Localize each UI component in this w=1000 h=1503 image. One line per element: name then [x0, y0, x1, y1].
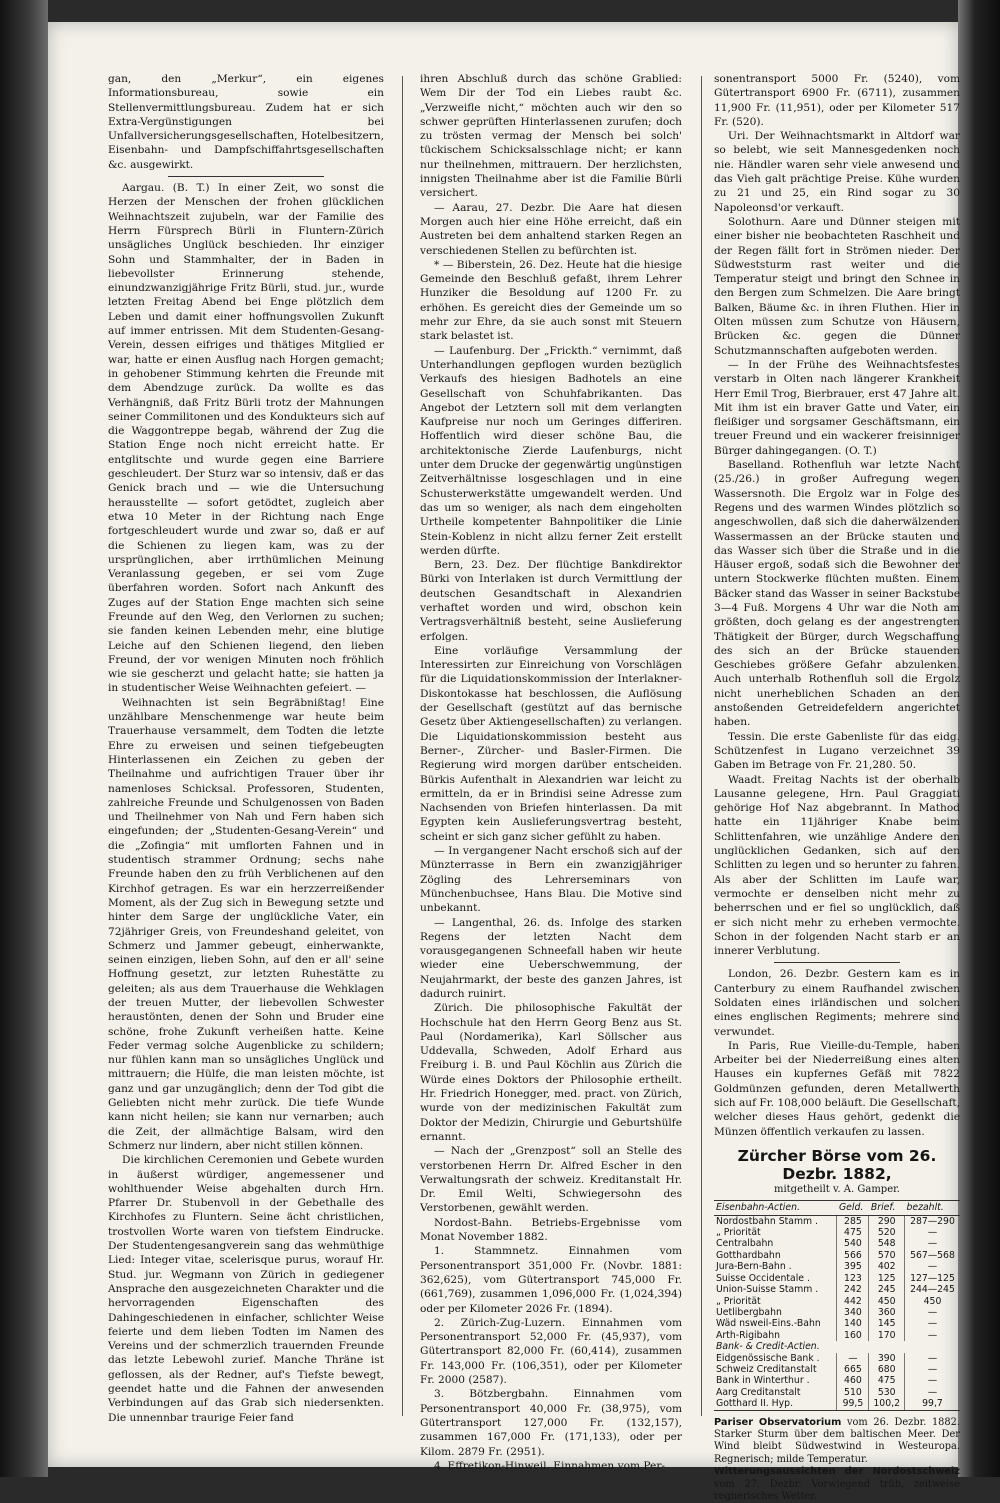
- security-name: Centralbahn: [716, 1238, 774, 1250]
- price-cell: —: [904, 1227, 960, 1238]
- column-1: [108, 72, 384, 1452]
- price-cell: —: [904, 1353, 960, 1364]
- table-row: [714, 1227, 960, 1238]
- article-paragraph: — In der Frühe des Weihnachtsfestes verstarb in Olten nach längerer Krankheit Herr Emil Trog, Bierbrauer, erst 47 Jahre alt. Mit ihm ist ein braver Gatte und Vater, ein fleißiger und sorgsamer Geschäftsmann, ein treuer Freund und ein wackerer freisinniger Bürger dahingegangen. (O. T.): [714, 358, 960, 457]
- price-cell: 450: [904, 1296, 960, 1307]
- scan-border-left: [0, 0, 48, 1477]
- price-cell: 140: [837, 1318, 869, 1329]
- price-cell: 160: [837, 1330, 869, 1341]
- security-name: Gotthard II. Hyp.: [714, 1398, 837, 1410]
- price-cell: —: [904, 1238, 960, 1249]
- table-row: [714, 1250, 960, 1261]
- price-cell: 285: [837, 1215, 869, 1227]
- forecast-text: vom 27. Dezbr. Vorwiegend trüb, zeitweise regnerisches Wetter.: [714, 1478, 960, 1503]
- article-paragraph: In Paris, Rue Vieille-du-Temple, haben Arbeiter bei der Niederreißung eines alten Hauses ein kupfernes Gefäß mit 7822 Goldmünzen gefunden, deren Metallwerth sich auf Fr. 108,000 beläuft. Die Gesellschaft, welcher dieses Haus gehört, gedenkt die Münzen öffentlich verkaufen zu lassen.: [714, 1039, 960, 1138]
- table-header: Geld.: [837, 1201, 869, 1215]
- price-cell: 245: [869, 1284, 905, 1295]
- article-paragraph: — Langenthal, 26. ds. Infolge des starken Regens der letzten Nacht dem vorausgegangenen Schneefall haben wir heute wieder eine Ueberschwemmung, der Neujahrmarkt, der beste des ganzen Jahres, ist dadurch ruinirt.: [420, 916, 682, 1000]
- price-cell: 510: [837, 1387, 869, 1398]
- boerse-title: Zürcher Börse vom 26. Dezbr. 1882,: [737, 1146, 937, 1183]
- price-cell: 680: [869, 1364, 905, 1375]
- article-paragraph: Tessin. Die erste Gabenliste für das eidg. Schützenfest in Lugano verzeichnet 39 Gaben im Betrage von Fr. 21,280. 50.: [714, 730, 960, 772]
- boerse-subtitle: mitgetheilt v. A. Gamper.: [773, 1183, 900, 1195]
- article-paragraph: — Laufenburg. Der „Frickth.“ vernimmt, daß Unterhandlungen gepflogen wurden bezüglich Verkaufs des hiesigen Badhotels an eine Gesellschaft von Schuhfabrikanten. Das Angebot der Letztern soll mit dem verlangten Kaufpreise nur noch um Geringes differiren. Hoffentlich wird dieser schöne Bau, die architektonische Zierde Laufenburgs, nicht unter dem Drucke der gegenwärtig ungünstigen Zeitverhältnisse losgeschlagen und in eine Schusterwerkstätte umgewandelt werden. Und das um so weniger, als nach dem eingeholten Urtheile kompetenter Bahnpolitiker die Linie Stein-Koblenz in nicht allzu ferner Zeit erstellt werden dürfte.: [420, 344, 682, 557]
- security-name: Aarg Creditanstalt: [716, 1386, 801, 1398]
- price-cell: 100,2: [869, 1398, 905, 1410]
- security-name: Arth-Rigibahn: [716, 1329, 780, 1341]
- article-paragraph: Solothurn. Aare und Dünner steigen mit einer bisher nie beobachteten Raschheit und der Regen fällt fort in Strömen nieder. Der Südweststurm rast weiter und die Temperatur steigt und bringt den Schnee in den Bergen zum Schmelzen. Die Aare bringt Balken, Bäume &c. in ihren Fluthen. Hier in Olten müssen zum Schutze von Häusern, Brücken &c. gegen die Dünner Schutzmannschaften aufgeboten werden.: [714, 215, 960, 357]
- price-cell: 395: [837, 1261, 869, 1272]
- weather-text: vom 26. Dezbr. 1882. Starker Sturm über dem baltischen Meer. Der Wind bleibt Südwestwind in Westeuropa. Regnerisch; milde Temperatur.: [714, 1416, 960, 1465]
- article-paragraph: 4. Effretikon-Hinweil. Einnahmen vom Per-: [434, 1459, 665, 1472]
- table-row: [714, 1261, 960, 1272]
- article-paragraph: gan, den „Merkur“, ein eigenes Informationsbureau, sowie ein Stellenvermittlungsbureau. Zudem hat er sich Extra-Vergünstigungen bei Unfallversicherungsgesellschaften, Hotelbesitzern, Eisenbahn- und Dampfschiffahrtsgesellschaften &c. ausgewirkt.: [108, 73, 384, 171]
- article-paragraph: London, 26. Dezbr. Gestern kam es in Canterbury zu einem Raufhandel zwischen Soldaten eines irländischen und solchen eines englischen Regiments; mehrere sind verwundet.: [714, 968, 960, 1038]
- table-section: Bank- & Credit-Actien.: [716, 1341, 820, 1353]
- security-name: Gotthardbahn: [716, 1249, 781, 1261]
- price-cell: 244—245: [904, 1284, 960, 1295]
- price-cell: 540: [837, 1238, 869, 1249]
- price-cell: 125: [869, 1273, 905, 1284]
- column-3: [714, 72, 960, 1503]
- security-name: Schweiz Creditanstalt: [716, 1363, 817, 1375]
- security-name: Nordostbahn Stamm .: [716, 1215, 818, 1227]
- divider: [774, 962, 900, 963]
- price-cell: 402: [869, 1261, 905, 1272]
- price-cell: 242: [837, 1284, 869, 1295]
- table-row: [714, 1307, 960, 1318]
- table-row: [714, 1238, 960, 1249]
- table-row: [714, 1318, 960, 1329]
- table-row: [714, 1398, 960, 1410]
- security-name: Uetlibergbahn: [716, 1306, 782, 1318]
- price-cell: 99,7: [904, 1398, 960, 1410]
- article-paragraph: Nordost-Bahn. Betriebs-Ergebnisse vom Monat November 1882.: [420, 1216, 682, 1244]
- price-cell: 548: [869, 1238, 905, 1249]
- price-cell: 340: [837, 1307, 869, 1318]
- price-cell: —: [904, 1318, 960, 1329]
- price-cell: 460: [837, 1375, 869, 1386]
- price-cell: —: [904, 1307, 960, 1318]
- article-paragraph: Zürich. Die philosophische Fakultät der Hochschule hat den Herrn Georg Benz aus St. Paul (Nordamerika), Karl Söllscher aus Uddevalla, Schweden, Adolf Erhard aus Freiburg i. B. und Paul Köchlin aus Zürich die Würde eines Doktors der Philosophie ertheilt. Hr. Friedrich Honegger, med. pract. von Zürich, wurde von der medizinischen Fakultät zum Doktor der Medizin, Chirurgie und Geburtshülfe ernannt.: [420, 1002, 682, 1143]
- security-name: Jura-Bern-Bahn .: [716, 1261, 792, 1273]
- table-row: [714, 1387, 960, 1398]
- article-paragraph: Weihnachten ist sein Begräbnißtag! Eine unzählbare Menschenmenge war heute beim Trauerhause versammelt, dem Todten die letzte Ehre zu erweisen und seinen tiefgebeugten Hinterlassenen ein Zeichen zu geben der Theilnahme und aufrichtigen Trauer über ihr namenloses Schicksal. Professoren, Studenten, zahlreiche Freunde und Schulgenossen von Baden und Theilnehmer von Nah und Fern haben sich eingefunden; der „Studenten-Gesang-Verein“ und die „Zofingia“ mit umflorten Fahnen und in studentisch strammer Ordnung; sechs nahe Freunde haben den zu früh Verblichenen auf den Kirchhof getragen. Es war ein herzzerreißender Moment, als der Zug sich in Bewegung setzte und hinter dem Sarge der unglückliche Vater, ein 72jähriger Greis, von Freundeshand geleitet, von Schmerz und Jammer gebeugt, einherwankte, seinen einzigen, lieben Sohn, auf den er all' seine Hoffnung gesetzt, zur letzten Ruhestätte zu geleiten; als aus dem Trauerhause die Wehklagen der treuen Mutter, der liebevollen Schwester heraustönten, denen der Sohn und Bruder eine schöne, frohe Zukunft verheißen hatte. Keine Feder vermag solche Augenblicke zu schildern; nur fühlen kann man so unsägliches Unglück und mittrauern; die Hülfe, die man leisten möchte, ist ganz und gar unzugänglich; denn der Tod gibt die Geliebten nicht mehr zurück. Die tiefe Wunde kann nicht heilen; sie kann nur vernarben; auch die Zeit, der allmächtige Balsam, wird den Schmerz nur lindern, aber nicht stillen können.: [108, 696, 384, 1152]
- newspaper-page: [48, 22, 960, 1503]
- price-cell: —: [904, 1261, 960, 1272]
- column-rule: [402, 76, 403, 1416]
- weather-report: [714, 1417, 960, 1503]
- price-cell: 99,5: [837, 1398, 869, 1410]
- column-2: [420, 72, 682, 1472]
- table-row: [714, 1364, 960, 1375]
- security-name: Eidgenössische Bank .: [716, 1352, 820, 1364]
- price-cell: 567—568: [904, 1250, 960, 1261]
- article-paragraph: — Aarau, 27. Dezbr. Die Aare hat diesen Morgen auch hier eine Höhe erreicht, daß ein Austreten bei dem anhaltend starken Regen an verschiedenen Stellen zu befürchten ist.: [420, 201, 682, 257]
- price-cell: 520: [869, 1227, 905, 1238]
- price-cell: —: [904, 1375, 960, 1386]
- forecast-heading: Witterungsaussichten der Nordostschweiz: [714, 1466, 960, 1478]
- price-cell: 665: [837, 1364, 869, 1375]
- article-paragraph: ihren Abschluß durch das schöne Grablied: Wem Dir der Tod ein Liebes raubt &c. „Verzweifle nicht,“ möchten auch wir den so schwer geprüften Hinterlassenen zurufen; doch zu trösten vermag der Mensch bei solch' tückischem Schicksalsschlage nicht; er kann nur theilnehmen, mittrauern. Der herzlichsten, innigsten Theilnahme aber ist die Familie Bürli versichert.: [420, 73, 682, 200]
- security-name: Wäd nsweil-Eins.-Bahn: [716, 1318, 821, 1330]
- price-cell: 287—290: [904, 1215, 960, 1227]
- article-paragraph: 2. Zürich-Zug-Luzern. Einnahmen vom Personentransport 52,000 Fr. (45,937), vom Gütertransport 82,000 Fr. (60,414), zusammen Fr. 143,000 Fr. (106,351), oder per Kilometer Fr. 2000 (2587).: [420, 1316, 682, 1387]
- article-paragraph: Die kirchlichen Ceremonien und Gebete wurden in äußerst würdiger, angemessener und wohlthuender Weise abgehalten durch Hrn. Pfarrer Dr. Stubenvoll in der Gebethalle des Kirchhofes zu Fluntern. Seine ächt christlichen, trostvollen Worte waren von tiefstem Eindrucke. Der Studentengesangverein sang das wehmüthige Lied: Integer vitae, scelerisque purus, worauf Hr. Stud. jur. Wegmann von Zürich in gediegener Ansprache den ausgezeichneten Charakter und die hervorragenden Eigenschaften des Dahingeschiedenen in einfacher, schlichter Weise feierte und dem lieben Todten im Namen des Vereins und der schmerzlich trauernden Freunde das letzte Lebewohl zurief. Manche Thräne ist geflossen, als der Redner, auf's Tiefste bewegt, geendet hatte und die Fahnen der anwesenden Verbindungen auf das Grab sich niedersenkten. Die unnennbar traurige Feier fand: [108, 1154, 384, 1424]
- table-header: Eisenbahn-Actien.: [714, 1201, 837, 1215]
- scan-border-right: [958, 0, 1000, 1477]
- price-cell: 442: [837, 1296, 869, 1307]
- price-cell: —: [904, 1387, 960, 1398]
- article-paragraph: — In vergangener Nacht erschoß sich auf der Münzterrasse in Bern ein zwanzigjähriger Zögling des Lehrerseminars von Münchenbuchsee, Hans Blau. Die Motive sind unbekannt.: [420, 845, 682, 915]
- price-cell: 290: [869, 1215, 905, 1227]
- article-paragraph: 3. Bötzbergbahn. Einnahmen vom Personentransport 40,000 Fr. (38,975), vom Gütertransport 127,000 Fr. (132,157), zusammen 167,000 Fr. (171,133), oder per Kilom. 2879 Fr. (2951).: [420, 1388, 682, 1458]
- article-paragraph: Waadt. Freitag Nachts ist der oberhalb Lausanne gelegene, Hrn. Paul Graggiati gehörige Hof Naz abgebrannt. In Mathod hatte ein 11jähriger Knabe beim Schlittenfahren, wie unzählige Andere den unglücklichen Gedanken, sich auf den Schlitten zu legen und so herunter zu fahren. Als aber der Schlitten im Laufe war, vermochte er denselben nicht mehr zu beherrschen und er fiel so unglücklich, daß er sich nicht mehr zu erheben vermochte. Schon in der folgenden Nacht starb er an innerer Verblutung.: [714, 773, 960, 958]
- security-name: Union-Suisse Stamm .: [716, 1284, 819, 1296]
- price-cell: 530: [869, 1387, 905, 1398]
- price-cell: 127—125: [904, 1273, 960, 1284]
- security-name: Suisse Occidentale .: [716, 1272, 810, 1284]
- article-paragraph: — Nach der „Grenzpost“ soll an Stelle des verstorbenen Herrn Dr. Alfred Escher in den Verwaltungsrath der schweiz. Kreditanstalt Hr. Dr. Emil Welti, Schwiegersohn des Verstorbenen, gewählt werden.: [420, 1145, 682, 1215]
- table-row: [714, 1273, 960, 1284]
- table-row: [714, 1330, 960, 1341]
- table-header: bezahlt.: [904, 1201, 960, 1215]
- price-cell: 450: [869, 1296, 905, 1307]
- price-cell: —: [904, 1364, 960, 1375]
- article-paragraph: Aargau. (B. T.) In einer Zeit, wo sonst die Herzen der Menschen der frohen glücklichen Weihnachtszeit zujubeln, war der Familie des Herrn Fürsprech Bürli in Fluntern-Zürich unsägliches Unglück beschieden. Ihr einziger Sohn und Stammhalter, der in Baden in liebevollster Erinnerung stehende, einundzwanzigjährige Fritz Bürli, stud. jur., wurde letzten Freitag Abend bei Enge plötzlich dem Leben und damit einer hoffnungsvollen Zukunft auf immer entrissen. Mit dem Studenten-Gesang-Verein, dessen eifriges und thätiges Mitglied er war, hatte er einen Ausflug nach Horgen gemacht; in gehobener Stimmung kehrten die Freunde mit dem Abendzuge zurück. Da wollte es das Verhängniß, daß Fritz Bürli trotz der Mahnungen seiner Commilitonen und des Kondukteurs sich auf die Waggontreppe begab, während der Zug die Station Enge noch nicht erreicht hatte. Er entglitschte und wurde gegen eine Barriere geschleudert. Der Sturz war so intensiv, daß er das Genick brach und — wie die Untersuchung herausstellte — sofort getödtet, zugleich aber etwa 10 Meter in der Richtung nach Enge fortgeschleudert wurde und zwar so, daß er auf die Schienen zu liegen kam, was zu der ursprünglichen, aber irrthümlichen Meinung Veranlassung gegeben, er sei vom Zuge überfahren worden. Sofort nach Ankunft des Zuges auf der Station Enge machten sich seine Freunde auf den Weg, den Verlornen zu suchen; sie fanden keinen Lebenden mehr, eine blutige Leiche auf den Schienen liegend, den lieben Freund, der vor wenigen Minuten noch fröhlich wie sie gescherzt und gelacht hatte; sie hatten ja in studentischer Weise Weihnachten gefeiert. —: [108, 182, 384, 695]
- article-paragraph: Baselland. Rothenfluh war letzte Nacht (25./26.) in großer Aufregung wegen Wassersnoth. Die Ergolz war in Folge des Regens und des warmen Windes plötzlich so angeschwollen, daß sich die daherwälzenden Wassermassen an der Brücke stauten und das Wasser sich über die Straße und in die Häuser ergoß, sodaß sich die Bewohner der untern Stockwerke flüchten mußten. Einem Bäcker stand das Wasser in seiner Backstube 3—4 Fuß. Morgens 4 Uhr war die Noth am größten, doch gelang es der angestrengten Thätigkeit der Bürger, durch Wegschaffung des sich an der Brücke stauenden Geschiebes größere Gefahr abzulenken. Auch unterhalb Rothenfluh soll die Ergolz nicht unerheblichen Schaden an den anstoßenden Getreidefeldern angerichtet haben.: [714, 459, 960, 729]
- price-cell: 475: [837, 1227, 869, 1238]
- boerse-table: [714, 1200, 960, 1410]
- article-paragraph: 1. Stammnetz. Einnahmen vom Personentransport 351,000 Fr. (Novbr. 1881: 362,625), vom Gütertransport 745,000 Fr. (661,769), zusammen 1,096,000 Fr. (1,024,394) oder per Kilometer 2026 Fr. (1894).: [420, 1245, 682, 1315]
- article-paragraph: Uri. Der Weihnachtsmarkt in Altdorf war so belebt, wie seit Mannesgedenken noch nie. Händler waren sehr viele anwesend und das Vieh galt prächtige Preise. Kühe wurden zu 21 und 25, ein Rind sogar zu 30 Napoleonsd'or verkauft.: [714, 130, 960, 214]
- divider: [168, 176, 324, 177]
- article-paragraph: Bern, 23. Dez. Der flüchtige Bankdirektor Bürki von Interlaken ist durch Vermittlung der deutschen Gesandtschaft in Alexandrien verhaftet worden und wird, obschon kein Vertragsverhältniß besteht, seine Auslieferung erfolgen.: [420, 559, 682, 643]
- table-row: [714, 1284, 960, 1295]
- price-cell: 566: [837, 1250, 869, 1261]
- price-cell: 360: [869, 1307, 905, 1318]
- article-paragraph: Eine vorläufige Versammlung der Interessirten zur Einreichung von Vorschlägen für die Liquidationskommission der Interlakner-Diskontokasse hat beschlossen, die Auflösung der Gesellschaft (gestützt auf das bernische Gesetz über Aktiengesellschaften) zu verlangen. Die Liquidationskommission besteht aus Berner-, Zürcher- und Basler-Firmen. Die Regierung wird morgen darüber entscheiden. Bürkis Aufenthalt in Alexandrien war leicht zu ermitteln, da er in Brindisi seine Adresse zum Nachsenden von Briefen hinterlassen. Da mit Egypten kein Auslieferungsvertrag besteht, scheint er sich ganz sicher gefühlt zu haben.: [420, 644, 682, 843]
- table-row: [714, 1296, 960, 1307]
- article-paragraph: * — Biberstein, 26. Dez. Heute hat die hiesige Gemeinde den Beschluß gefaßt, ihrem Lehrer Hunziker die Besoldung auf 1200 Fr. zu erhöhen. Es gereicht dies der Gemeinde um so mehr zur Ehre, da sie auch sonst mit Steuern stark belastet ist.: [420, 258, 682, 343]
- security-name: „ Priorität: [716, 1295, 761, 1307]
- security-name: Bank in Winterthur .: [716, 1375, 810, 1387]
- price-cell: —: [837, 1353, 869, 1364]
- price-cell: 123: [837, 1273, 869, 1284]
- price-cell: 475: [869, 1375, 905, 1386]
- price-cell: 570: [869, 1250, 905, 1261]
- weather-heading: Pariser Observatorium: [714, 1416, 842, 1428]
- price-cell: 145: [869, 1318, 905, 1329]
- table-row: [714, 1353, 960, 1364]
- price-cell: 170: [869, 1330, 905, 1341]
- price-cell: —: [904, 1330, 960, 1341]
- table-row: [714, 1215, 960, 1227]
- article-paragraph: sonentransport 5000 Fr. (5240), vom Gütertransport 6900 Fr. (6711), zusammen 11,900 Fr. (11,951), oder per Kilometer 517 Fr. (520).: [714, 73, 960, 128]
- column-rule: [701, 76, 702, 1416]
- table-row: [714, 1375, 960, 1386]
- price-cell: 390: [869, 1353, 905, 1364]
- security-name: „ Priorität: [716, 1227, 761, 1239]
- table-header: Brief.: [869, 1201, 905, 1215]
